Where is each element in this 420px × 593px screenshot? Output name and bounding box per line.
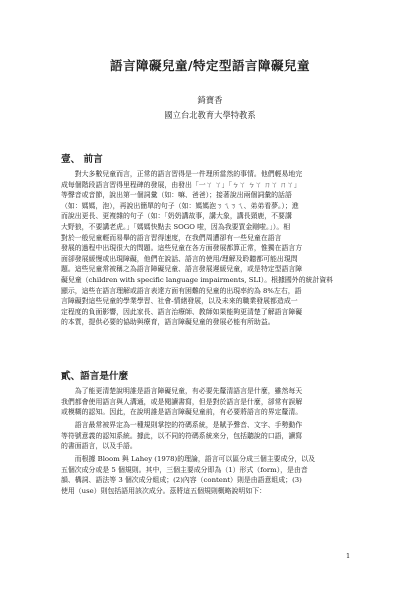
author-name: 錡寶香 <box>197 95 223 105</box>
text-line: 語言最常被界定為一種規則掌控的符碼系統，是賦予聲音、文字、手勢動作 <box>61 421 303 429</box>
text-line: 顯示，這些在語言理解或語言表達方面有困難的兒童的出現率約為 8%左右，語 <box>61 286 302 295</box>
text-line: 對於一般兒童輕而易舉的語言習得速度，在我們周遭卻有一些兒童在語言 <box>61 233 282 242</box>
paragraph-intro <box>61 169 361 328</box>
text-line: 而說出更長、更複雜的句子（如：「奶奶講故事，講大象，講長頸鹿，不要講 <box>61 212 292 221</box>
text-line: 礙兒童（children with specific language impairments, SLI）。根據國外的統計資料 <box>61 275 334 284</box>
section-heading-what-is-language: 貳、語言是什麼 <box>61 371 129 382</box>
text-line: 大野狼，不要講老虎。」「媽媽快點去 SOGO 啦，因為我要買金剛啦。」）。相 <box>61 222 291 231</box>
text-line: 我們都會使用語言與人溝通，或是閱讀書寫，但是對於語言是什麼，卻常有誤解 <box>61 397 303 406</box>
text-line: 的書面語言，以及手語。 <box>61 442 137 451</box>
text-line: 對大多數兒童而言，正常的語言習得是一件理所當然的事情。他們輕易地完 <box>61 170 303 178</box>
text-line: 的本質，提供必要的協助與療育，語言障礙兒童的發展必能有所助益。 <box>61 318 275 327</box>
paragraph-language-3 <box>61 454 361 496</box>
text-line: 而根據 Bloom 與 Lahey (1978)的理論，語言可以區分成三個主要成分，以及 <box>61 455 316 463</box>
author-affiliation: 國立台北教育大學特教系 <box>164 110 256 120</box>
text-line: 五個次成分或是 5 個規則。其中，三個主要成分即為（1）形式（form），是由音 <box>61 465 308 474</box>
text-line: 題。這些兒童常被稱之為語言障礙兒童、語言發展遲緩兒童，或是特定型語言障 <box>61 265 303 274</box>
text-line: 為了能更清楚說明誰是語言障礙兒童，有必要先釐清語言是什麼，雖然每天 <box>61 387 303 395</box>
text-line: 言障礙對這些兒童的學業學習、社會-情緒發展，以及未來的職業發展都造成一 <box>61 297 298 306</box>
text-line: 韻、構詞、語法等 3 個次成分組成；(2)內容（content）則是由語意組成；(3) <box>61 476 302 485</box>
page-number: 1 <box>346 552 351 560</box>
text-line: 或模糊的認知。因此，在說明誰是語言障礙兒童前，有必要將語言的界定釐清。 <box>61 408 303 417</box>
text-line: 發展的過程中出現很大的問題。這些兒童在各方面發展都算正常，惟獨在語言方 <box>61 244 303 253</box>
paragraph-language-2 <box>61 420 361 452</box>
section-heading-intro: 壹、 前言 <box>61 154 103 165</box>
text-line: 使用（use）則包括語用該次成分。茲將這五個規則概略說明如下： <box>61 486 266 495</box>
text-line: （如：媽媽，泡），再說出簡單的句子（如：媽媽泡ㄋㄟㄋㄟ、弟弟看夢。）；進 <box>61 201 299 210</box>
document-title: 語言障礙兒童/特定型語言障礙兒童 <box>109 58 311 73</box>
paragraph-language-1 <box>61 386 361 418</box>
text-line: 面卻發展緩慢或出現障礙，他們在說話、語言的使用/理解及聆聽都可能出現問 <box>61 254 298 263</box>
text-line: 定程度的負面影響，因此家長、語言治療師、教師如果能夠更清楚了解語言障礙 <box>61 307 303 316</box>
text-line: 等聲音或音節，說出第一個詞彙（如：嘛、爸爸）；接著說出兩個詞彙的話語 <box>61 191 292 200</box>
text-line: 成每個階段語言習得里程碑的發展，由發出「一ㄚ ㄚ」「ㄅㄚ ㄅㄚ ㄇㄚ ㄇㄚ」 <box>61 180 301 189</box>
text-line: 等符號意義的認知系統。據此，以不同的符碼系統來分，包括聽說的口語，讀寫 <box>61 431 303 440</box>
